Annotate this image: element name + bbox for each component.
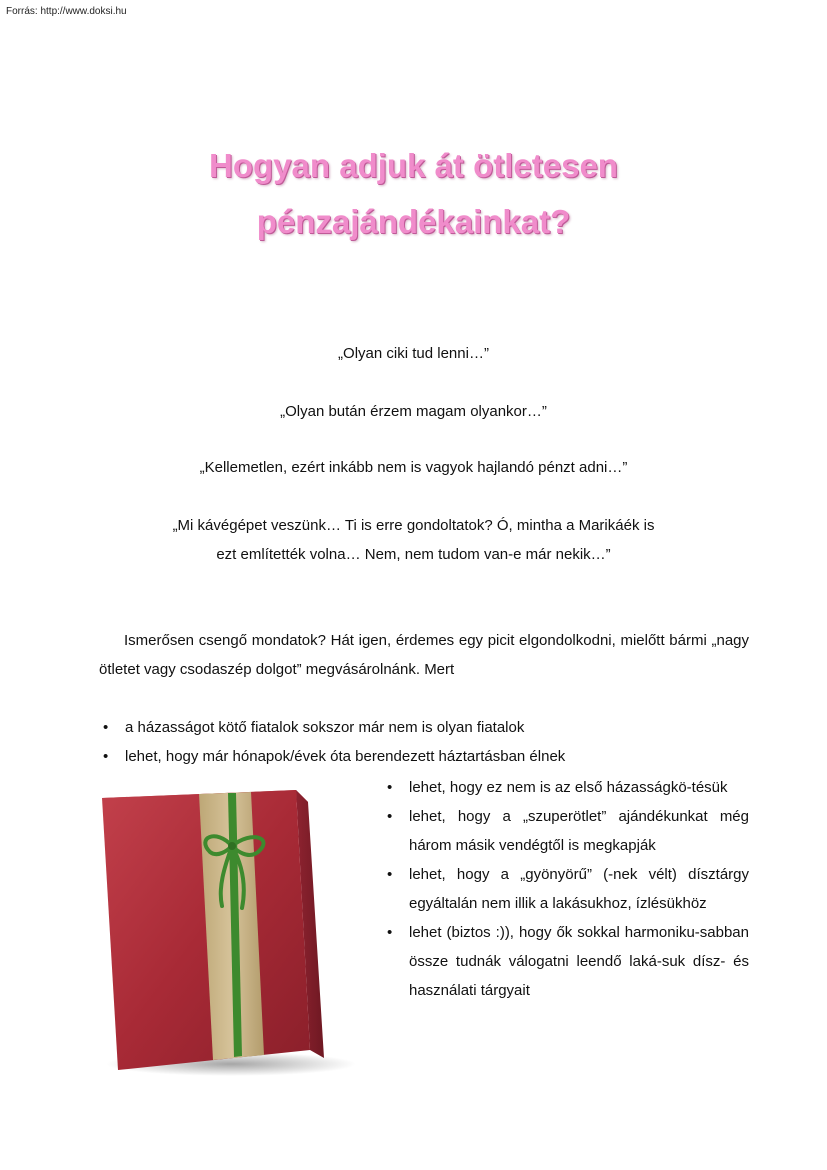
quote-4-line-1: „Mi kávégépet veszünk… Ti is erre gondoltatok? Ó, mintha a Marikáék is — [172, 517, 655, 534]
list-item: • lehet, hogy a „szuperötlet” ajándékunkat még három másik vendégtől is megkapják — [383, 802, 749, 860]
quote-3: „Kellemetlen, ezért inkább nem is vagyok hajlandó pénzt adni…” — [199, 459, 628, 476]
gift-box-image — [96, 788, 364, 1078]
title-line-2: pénzajándékainkat? — [256, 203, 571, 240]
title-line-1: Hogyan adjuk át ötletesen — [209, 147, 618, 184]
quote-2: „Olyan bután érzem magam olyankor…” — [280, 403, 547, 420]
list-item: • a házasságot kötő fiatalok sokszor már nem is olyan fiatalok — [99, 713, 749, 742]
bullet-list-full — [99, 713, 749, 771]
list-item: • lehet, hogy ez nem is az első házasságkö-tésük — [383, 773, 749, 802]
quote-4-line-2: ezt említették volna… Nem, nem tudom van-e már nekik…” — [216, 546, 611, 563]
list-item: • lehet, hogy már hónapok/évek óta berendezett háztartásban élnek — [99, 742, 749, 771]
bullet-list-side — [383, 773, 749, 1005]
list-item: • lehet, hogy a „gyönyörű” (-nek vélt) dísztárgy egyáltalán nem illik a lakásukhoz, ízlésükhöz — [383, 860, 749, 918]
quote-1: „Olyan ciki tud lenni…” — [338, 345, 489, 362]
source-label: Forrás: http://www.doksi.hu — [6, 6, 127, 17]
list-item: • lehet (biztos :)), hogy ők sokkal harmoniku-sabban össze tudnák válogatni leendő laká-suk dísz- és használati tárgyait — [383, 918, 749, 1005]
page-title — [0, 138, 827, 250]
intro-paragraph: Ismerősen csengő mondatok? Hát igen, érdemes egy picit elgondolkodni, mielőtt bármi „nagy ötletet vagy csodaszép dolgot” megvásárolnánk. Mert — [99, 632, 749, 678]
